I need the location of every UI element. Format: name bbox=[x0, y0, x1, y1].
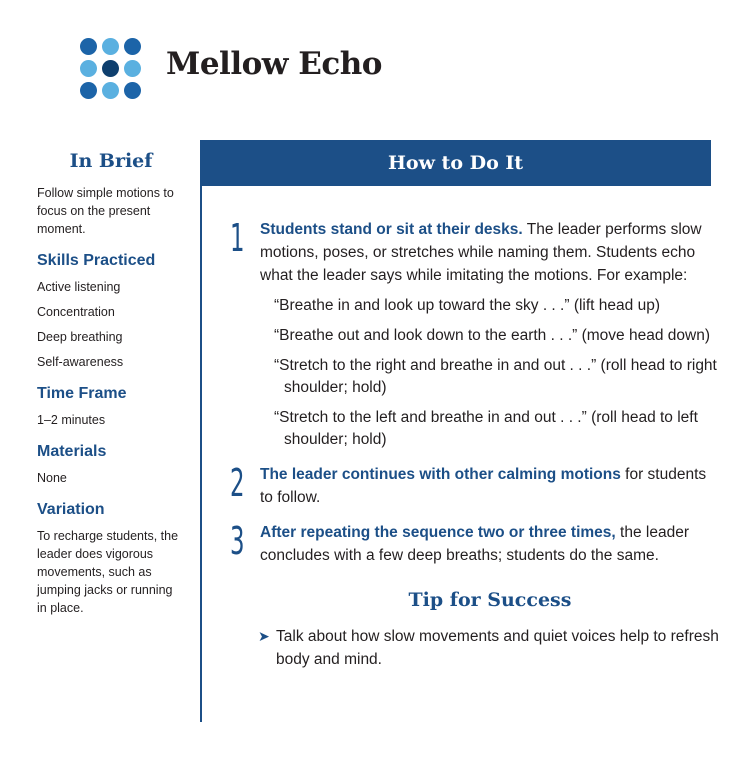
logo-dot bbox=[102, 60, 119, 77]
tip-item bbox=[230, 625, 720, 671]
logo-dot bbox=[124, 82, 141, 99]
materials-value: None bbox=[37, 471, 67, 485]
example-item: “Stretch to the left and breathe in and out . . .” (roll head to left shoulder; hold) bbox=[274, 409, 698, 448]
step-3 bbox=[230, 521, 720, 567]
step-number: 3 bbox=[230, 519, 245, 563]
tip-text: Talk about how slow movements and quiet voices help to refresh body and mind. bbox=[276, 628, 719, 668]
step-text bbox=[260, 218, 720, 287]
skill-item: Concentration bbox=[37, 305, 115, 319]
how-to-content bbox=[230, 218, 720, 671]
step-lead: Students stand or sit at their desks. bbox=[260, 221, 523, 238]
page-title: Mellow Echo bbox=[166, 46, 382, 82]
in-brief-sidebar bbox=[37, 150, 185, 617]
divider bbox=[200, 140, 202, 722]
arrow-right-icon: ➤ bbox=[258, 628, 270, 644]
example-item: “Stretch to the right and breathe in and out . . .” (roll head to right shoulder; hold) bbox=[274, 357, 717, 396]
step-number: 2 bbox=[230, 461, 245, 505]
in-brief-title: In Brief bbox=[69, 150, 153, 172]
variation-text: To recharge students, the leader does vigorous movements, such as jumping jacks or running in place. bbox=[37, 529, 179, 615]
step-lead: The leader continues with other calming motions bbox=[260, 466, 621, 483]
time-frame-value: 1–2 minutes bbox=[37, 413, 106, 427]
skill-item: Self-awareness bbox=[37, 355, 124, 369]
step-detail: for students to follow. bbox=[260, 466, 707, 506]
logo-dot bbox=[80, 38, 97, 55]
step-detail: the leader concludes with a few deep breaths; students do the same. bbox=[260, 524, 689, 564]
tip-title: Tip for Success bbox=[408, 589, 572, 611]
step-detail: The leader performs slow motions, poses, or stretches while naming them. Students echo what the leader says while imitating the motions. For example: bbox=[260, 221, 702, 284]
step-lead: After repeating the sequence two or three times, bbox=[260, 524, 616, 541]
time-frame-heading: Time Frame bbox=[37, 385, 127, 402]
variation-heading: Variation bbox=[37, 501, 105, 518]
step-number: 1 bbox=[230, 216, 245, 260]
logo-dot bbox=[124, 60, 141, 77]
example-item: “Breathe in and look up toward the sky . . .” (lift head up) bbox=[274, 297, 660, 314]
logo-dot bbox=[102, 82, 119, 99]
in-brief-summary: Follow simple motions to focus on the present moment. bbox=[37, 186, 174, 236]
logo-dot bbox=[80, 60, 97, 77]
step-2 bbox=[230, 463, 720, 509]
example-item: “Breathe out and look down to the earth . . .” (move head down) bbox=[274, 327, 710, 344]
skill-item: Deep breathing bbox=[37, 330, 123, 344]
logo bbox=[80, 38, 142, 100]
how-to-header bbox=[200, 140, 711, 186]
logo-dot bbox=[102, 38, 119, 55]
logo-dot bbox=[80, 82, 97, 99]
step-text bbox=[260, 463, 720, 509]
skills-heading: Skills Practiced bbox=[37, 252, 156, 269]
materials-heading: Materials bbox=[37, 443, 107, 460]
logo-dot bbox=[124, 38, 141, 55]
example-list bbox=[260, 295, 720, 451]
step-1 bbox=[230, 218, 720, 451]
skill-item: Active listening bbox=[37, 280, 121, 294]
how-to-title: How to Do It bbox=[387, 152, 524, 174]
step-text bbox=[260, 521, 720, 567]
